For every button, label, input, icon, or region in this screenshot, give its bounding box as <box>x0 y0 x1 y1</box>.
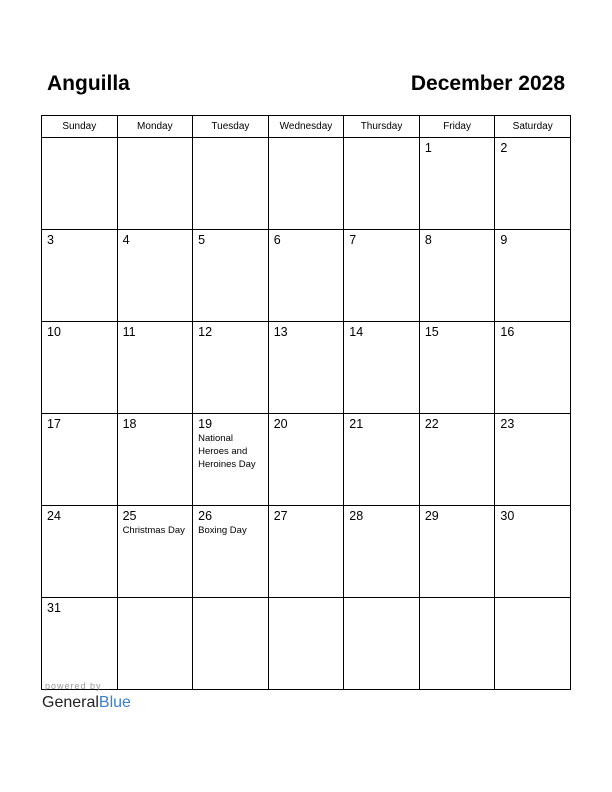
day-cell <box>193 506 269 598</box>
day-number: 9 <box>500 233 508 247</box>
day-number: 12 <box>198 325 213 339</box>
day-cell <box>193 414 269 506</box>
day-cell <box>42 414 118 506</box>
day-number: 20 <box>273 417 288 431</box>
day-cell <box>42 506 118 598</box>
weekday-header-row <box>42 116 571 138</box>
day-number: 11 <box>122 325 136 339</box>
day-cell <box>117 598 193 690</box>
day-cell <box>42 322 118 414</box>
week-row <box>42 138 571 230</box>
holiday-label: National Heroes and Heroines Day <box>198 433 256 470</box>
week-row <box>42 598 571 690</box>
day-cell <box>419 138 495 230</box>
day-number: 7 <box>349 233 357 247</box>
day-number: 22 <box>424 417 439 431</box>
day-cell <box>117 506 193 598</box>
week-row <box>42 230 571 322</box>
day-number: 19 <box>198 417 213 431</box>
day-number: 25 <box>122 509 137 523</box>
day-number: 3 <box>47 233 54 247</box>
day-cell <box>495 414 571 506</box>
day-number: 28 <box>349 509 364 523</box>
day-cell <box>268 138 344 230</box>
day-cell <box>268 598 344 690</box>
day-cell <box>42 230 118 322</box>
day-number: 14 <box>349 325 364 339</box>
powered-by-label: powered by <box>45 681 102 691</box>
week-row <box>42 506 571 598</box>
day-number: 1 <box>424 141 432 155</box>
weekday-wednesday: Wednesday <box>268 116 344 138</box>
country-title: Anguilla <box>47 72 130 95</box>
day-number: 24 <box>47 509 61 523</box>
day-cell <box>193 138 269 230</box>
day-cell <box>117 230 193 322</box>
day-cell <box>344 230 420 322</box>
brand-general-text: General <box>42 694 99 711</box>
day-number: 13 <box>273 325 288 339</box>
day-cell <box>344 322 420 414</box>
day-number: 17 <box>47 417 61 431</box>
day-number: 15 <box>424 325 439 339</box>
day-cell <box>344 138 420 230</box>
day-cell <box>42 138 118 230</box>
day-cell <box>193 322 269 414</box>
day-cell <box>268 414 344 506</box>
day-cell <box>495 322 571 414</box>
day-cell <box>419 506 495 598</box>
generalblue-footer[interactable] <box>42 681 131 713</box>
day-cell <box>344 506 420 598</box>
day-number: 8 <box>424 233 432 247</box>
day-cell <box>495 598 571 690</box>
day-number: 2 <box>500 141 508 155</box>
day-cell <box>419 414 495 506</box>
day-cell <box>42 598 118 690</box>
day-cell <box>419 322 495 414</box>
month-calendar-grid <box>41 115 571 690</box>
day-cell <box>193 230 269 322</box>
day-number: 27 <box>273 509 288 523</box>
day-cell <box>268 230 344 322</box>
day-number: 6 <box>273 233 281 247</box>
day-number: 5 <box>198 233 206 247</box>
day-cell <box>495 230 571 322</box>
day-cell <box>344 598 420 690</box>
week-row <box>42 322 571 414</box>
weekday-thursday: Thursday <box>344 116 420 138</box>
generalblue-logo[interactable] <box>42 693 131 713</box>
day-cell <box>268 322 344 414</box>
day-cell <box>419 230 495 322</box>
day-number: 30 <box>500 509 515 523</box>
day-number: 18 <box>122 417 137 431</box>
weekday-friday: Friday <box>419 116 495 138</box>
holiday-label: Boxing Day <box>198 525 247 536</box>
day-cell <box>268 506 344 598</box>
day-cell <box>193 598 269 690</box>
weekday-tuesday: Tuesday <box>193 116 269 138</box>
day-cell <box>495 138 571 230</box>
day-number: 23 <box>500 417 515 431</box>
day-number: 31 <box>47 601 61 615</box>
day-number: 16 <box>500 325 515 339</box>
day-cell <box>344 414 420 506</box>
day-cell <box>117 414 193 506</box>
brand-blue-text: Blue <box>98 694 131 711</box>
weekday-sunday: Sunday <box>42 116 118 138</box>
day-cell <box>117 322 193 414</box>
weekday-saturday: Saturday <box>495 116 571 138</box>
day-cell <box>495 506 571 598</box>
calendar-header <box>41 70 571 100</box>
day-number: 26 <box>198 509 213 523</box>
month-year-title: December 2028 <box>410 72 565 95</box>
day-number: 29 <box>424 509 439 523</box>
week-row <box>42 414 571 506</box>
day-cell <box>117 138 193 230</box>
day-cell <box>419 598 495 690</box>
weekday-monday: Monday <box>117 116 193 138</box>
holiday-label: Christmas Day <box>122 525 185 536</box>
day-number: 4 <box>122 233 130 247</box>
day-number: 21 <box>349 417 364 431</box>
day-number: 10 <box>47 325 61 339</box>
